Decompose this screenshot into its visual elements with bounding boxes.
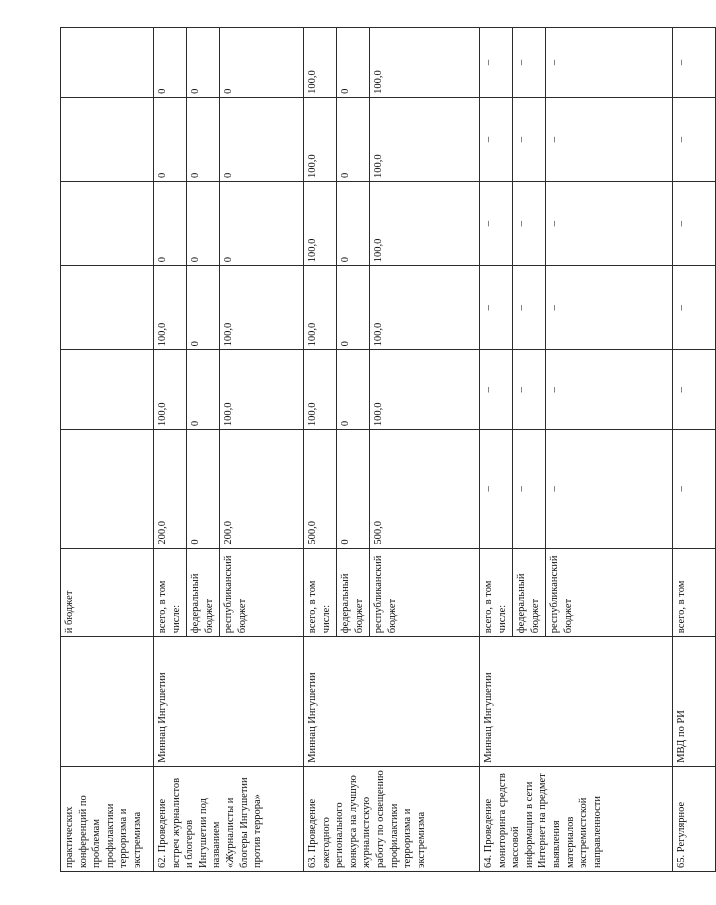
year-cell: – [480, 28, 513, 98]
year-cell: – [480, 350, 513, 430]
year-cell: 100,0 [220, 266, 304, 350]
year-cell: – [480, 266, 513, 350]
source-cell: всего, в том числе: [304, 548, 337, 637]
year-cell: – [513, 97, 546, 181]
year-cell: 100,0 [304, 182, 337, 266]
year-cell: 0 [187, 350, 220, 430]
source-cell: всего, в том [673, 548, 716, 637]
year-cell: 100,0 [370, 350, 480, 430]
year-cell: 100,0 [154, 350, 187, 430]
year-cell: 0 [337, 97, 370, 181]
source-cell: федеральный бюджет [187, 548, 220, 637]
year-cell: 100,0 [304, 97, 337, 181]
executor-cell: Миннац Ингушетии [480, 637, 673, 767]
table-row [304, 28, 337, 872]
total-cell: 500,0 [304, 430, 337, 549]
year-cell [61, 266, 154, 350]
year-cell: 100,0 [370, 97, 480, 181]
total-cell: – [513, 430, 546, 549]
year-cell: – [673, 350, 716, 430]
year-cell: 0 [154, 28, 187, 98]
executor-cell: Миннац Ингушетии [154, 637, 304, 767]
year-cell [61, 182, 154, 266]
year-cell: 0 [337, 350, 370, 430]
year-cell: – [513, 350, 546, 430]
year-cell: 100,0 [370, 28, 480, 98]
total-cell: 200,0 [154, 430, 187, 549]
year-cell: 0 [187, 182, 220, 266]
year-cell: – [673, 28, 716, 98]
year-cell [61, 350, 154, 430]
source-cell: республиканский бюджет [220, 548, 304, 637]
table-row [673, 28, 716, 872]
activity-cell: 63. Проведение ежегодного регионального конкурса на лучшую журналистскую работу по освещению профилактики терроризма и экстремизма [304, 766, 480, 871]
total-cell: 500,0 [370, 430, 480, 549]
year-cell: 0 [220, 97, 304, 181]
year-cell [61, 28, 154, 98]
table-row [61, 28, 154, 872]
year-cell: 100,0 [304, 28, 337, 98]
year-cell: – [513, 266, 546, 350]
year-cell: – [513, 182, 546, 266]
budget-table [60, 27, 716, 872]
year-cell: – [546, 28, 673, 98]
year-cell: 100,0 [154, 266, 187, 350]
total-cell [61, 430, 154, 549]
year-cell: – [513, 28, 546, 98]
year-cell: 100,0 [304, 350, 337, 430]
activity-cell: 62. Проведение встреч журналистов и блогеров Ингушетии под названием «Журналисты и блогеры Ингушетии против террора» [154, 766, 304, 871]
year-cell: – [480, 97, 513, 181]
year-cell: 0 [154, 182, 187, 266]
year-cell: 100,0 [370, 266, 480, 350]
year-cell: – [546, 182, 673, 266]
total-cell: 0 [337, 430, 370, 549]
year-cell: 100,0 [304, 266, 337, 350]
activity-cell: 64. Проведение мониторинга средств массовой информации в сети Интернет на предмет выявления материалов экстремистской направленности [480, 766, 673, 871]
total-cell: – [546, 430, 673, 549]
table-row [480, 28, 513, 872]
year-cell: – [673, 266, 716, 350]
total-cell: 200,0 [220, 430, 304, 549]
source-cell: всего, в том числе: [480, 548, 513, 637]
total-cell: – [673, 430, 716, 549]
activity-cell: практических конференций по проблемам профилактики терроризма и экстремизма [61, 766, 154, 871]
source-cell: федеральный бюджет [337, 548, 370, 637]
year-cell: – [546, 266, 673, 350]
rotated-page [60, 27, 687, 872]
total-cell: – [480, 430, 513, 549]
year-cell: – [546, 97, 673, 181]
year-cell: 0 [187, 28, 220, 98]
executor-cell: МВД по РИ [673, 637, 716, 767]
year-cell: – [546, 350, 673, 430]
year-cell: 0 [337, 182, 370, 266]
table-row [154, 28, 187, 872]
executor-cell [61, 637, 154, 767]
source-cell: й бюджет [61, 548, 154, 637]
year-cell [61, 97, 154, 181]
year-cell: 100,0 [220, 350, 304, 430]
year-cell: 0 [187, 266, 220, 350]
year-cell: – [673, 97, 716, 181]
source-cell: федеральный бюджет [513, 548, 546, 637]
source-cell: республиканский бюджет [370, 548, 480, 637]
executor-cell: Миннац Ингушетии [304, 637, 480, 767]
activity-cell: 65. Регулярное [673, 766, 716, 871]
year-cell: 0 [337, 266, 370, 350]
year-cell: 0 [154, 97, 187, 181]
source-cell: республиканский бюджет [546, 548, 673, 637]
total-cell: 0 [187, 430, 220, 549]
year-cell: – [480, 182, 513, 266]
year-cell: 0 [337, 28, 370, 98]
source-cell: всего, в том числе: [154, 548, 187, 637]
year-cell: 0 [220, 28, 304, 98]
year-cell: 100,0 [370, 182, 480, 266]
year-cell: 0 [187, 97, 220, 181]
year-cell: 0 [220, 182, 304, 266]
year-cell: – [673, 182, 716, 266]
